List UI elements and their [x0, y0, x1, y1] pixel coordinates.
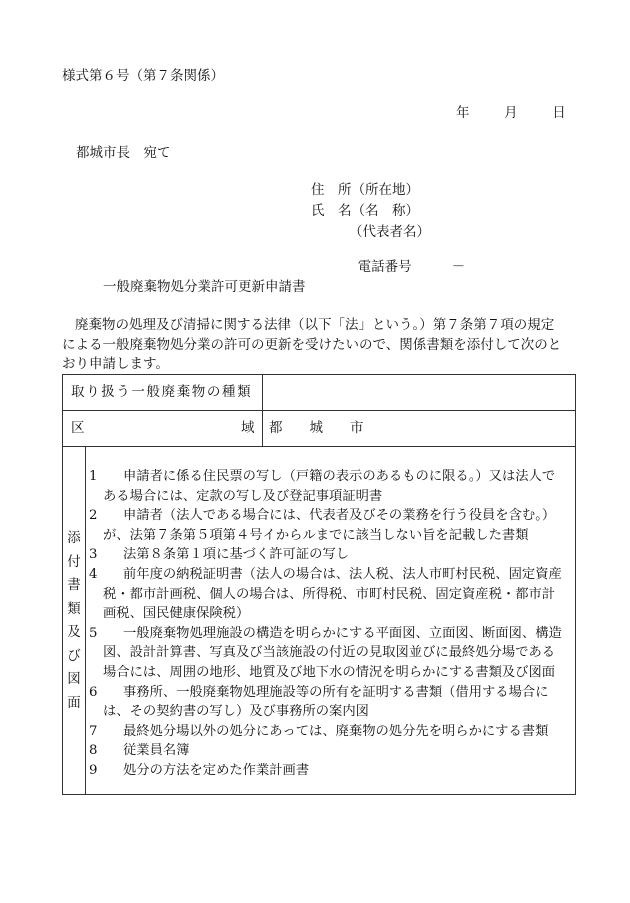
attachment-text-line: 画税、国民健康保険税） — [103, 606, 250, 622]
attachment-number: 6 — [89, 684, 98, 700]
attachments-label — [63, 447, 85, 795]
intro-line: おり申請します。 — [62, 356, 169, 372]
addressee: 都城市長 宛て — [76, 145, 171, 161]
applicant-name-label: 氏 名（名 称） — [311, 203, 419, 219]
attachment-text-line: 前年度の納税証明書（法人の場合は、法人税、法人市町村民税、固定資産 — [123, 566, 562, 582]
attachment-item — [89, 683, 577, 722]
attachment-text — [123, 545, 577, 565]
waste-type-label: 取り扱う一般廃棄物の種類 — [71, 384, 253, 400]
attachment-item — [89, 545, 577, 565]
attachment-number: 5 — [89, 625, 98, 641]
applicant-phone-label: 電話番号 — [357, 258, 412, 275]
date-line — [456, 107, 566, 121]
attachment-number: 2 — [89, 508, 98, 524]
table-divider — [85, 446, 86, 795]
area-label-right: 域 — [241, 420, 255, 436]
attachment-number: 3 — [89, 547, 98, 563]
area-value: 都 城 市 — [269, 420, 364, 436]
attachment-text — [103, 506, 577, 545]
attachments-label-char: び — [67, 647, 81, 664]
attachment-number: 4 — [89, 566, 98, 582]
applicant-representative-label: （代表者名） — [349, 224, 430, 240]
table-divider — [63, 410, 575, 411]
attachment-text-line: 法第８条第１項に基づく許可証の写し — [123, 547, 350, 563]
attachment-text-line: ある場合には、定款の写し及び登記事項証明書 — [103, 488, 383, 504]
attachment-number: 8 — [89, 743, 98, 759]
attachment-item — [89, 467, 577, 506]
attachment-text — [103, 467, 577, 506]
attachments-label-char: 面 — [67, 694, 81, 711]
application-table — [62, 374, 576, 795]
attachment-text-line: 一般廃棄物処理施設の構造を明らかにする平面図、立面図、断面図、構造 — [123, 625, 562, 641]
attachments-label-char: 添 — [67, 530, 81, 546]
attachment-item — [89, 565, 577, 624]
form-number: 様式第６号（第７条関係） — [62, 68, 224, 84]
intro-line: 廃棄物の処理及び清掃に関する法律（以下「法」という。）第７条第７項の規定 — [75, 317, 555, 333]
attachment-item — [89, 741, 577, 761]
attachment-item — [89, 722, 577, 742]
attachment-text-line: 従業員名簿 — [123, 743, 190, 759]
attachment-text — [103, 565, 577, 624]
attachments-label-char: 類 — [67, 600, 81, 617]
attachment-text — [103, 624, 577, 683]
attachments-label-char: 及 — [67, 624, 81, 640]
applicant-phone-line — [349, 247, 465, 274]
attachments-label-char: 付 — [67, 553, 81, 570]
attachment-text-line: 税・都市計画税、個人の場合は、所得税、市町村民税、固定資産税・都市計 — [103, 586, 556, 602]
attachment-number: 1 — [89, 469, 98, 484]
attachment-text — [123, 722, 577, 742]
attachment-item — [89, 624, 577, 683]
table-divider — [63, 446, 575, 447]
intro-line: による一般廃棄物処分業の許可の更新を受けたいので、関係書類を添付して次のと — [62, 336, 562, 353]
attachment-text-line: 図、設計計算書、写真及び当該施設の付近の見取図並びに最終処分場である — [103, 645, 556, 661]
document-title: 一般廃棄物処分業許可更新申請書 — [103, 279, 306, 295]
attachment-text — [123, 761, 577, 781]
attachment-item — [89, 761, 577, 781]
attachment-text-line: 場合には、周囲の地形、地質及び地下水の情況を明らかにする書類及び図面 — [103, 664, 556, 680]
date-month-label: 月 — [504, 105, 518, 121]
attachment-text-line: 最終処分場以外の処分にあっては、廃棄物の処分先を明らかにする書類 — [123, 723, 549, 739]
attachments-label-char: 書 — [67, 577, 81, 593]
attachment-text-line: 申請者に係る住民票の写し（戸籍の表示のあるものに限る。）又は法人で — [123, 469, 556, 484]
attachment-number: 9 — [89, 762, 98, 778]
table-divider — [262, 375, 263, 446]
phone-separator: － — [451, 258, 466, 275]
attachments-list — [89, 467, 577, 781]
date-year-label: 年 — [456, 105, 470, 121]
attachments-label-char: 図 — [67, 671, 81, 687]
attachment-text — [103, 683, 577, 722]
area-label-left: 区 — [71, 420, 85, 436]
intro-paragraph — [62, 316, 582, 375]
attachment-text-line: が、法第７条第５項第４号イからルまでに該当しない旨を記載した書類 — [103, 527, 529, 543]
attachment-item — [89, 506, 577, 545]
attachment-text — [123, 741, 577, 761]
attachment-text-line: 処分の方法を定めた作業計画書 — [123, 762, 310, 778]
attachment-number: 7 — [89, 723, 98, 739]
date-day-label: 日 — [552, 105, 566, 121]
attachment-text-line: 申請者（法人である場合には、代表者及びその業務を行う役員を含む。） — [123, 508, 556, 524]
attachment-text-line: は、その契約書の写し）及び事務所の案内図 — [103, 704, 369, 720]
applicant-address-label: 住 所（所在地） — [311, 182, 419, 198]
attachment-text-line: 事務所、一般廃棄物処理施設等の所有を証明する書類（借用する場合に — [123, 684, 549, 700]
